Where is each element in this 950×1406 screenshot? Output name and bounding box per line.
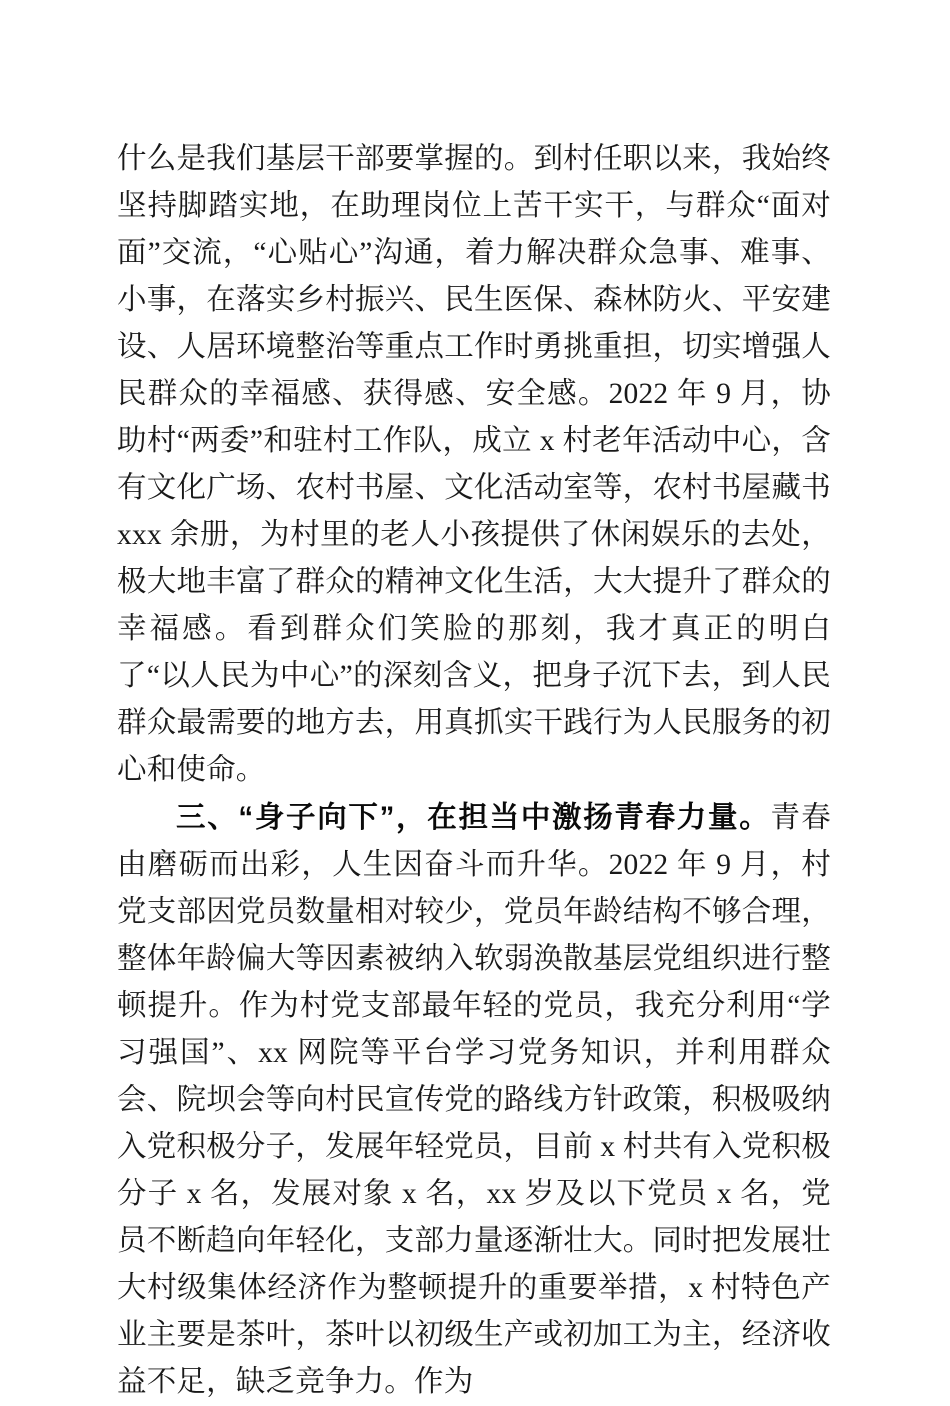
paragraph-continuation: 什么是我们基层干部要掌握的。到村任职以来，我始终坚持脚踏实地，在助理岗位上苦干实干，与群众“面对面”交流，“心贴心”沟通，着力解决群众急事、难事、小事，在落实乡村振兴、民生医保、森林防火、平安建设、人居环境整治等重点工作时勇挑重担，切实增强人民群众的幸福感、获得感、安全感。2022 年 9 月，协助村“两委”和驻村工作队，成立 x 村老年活动中心，含有文化广场、农村书屋、文化活动室等，农村书屋藏书 xxx 余册，为村里的老人小孩提供了休闲娱乐的去处，极大地丰富了群众的精神文化生活，大大提升了群众的幸福感。看到群众们笑脸的那刻，我才真正的明白了“以人民为中心”的深刻含义，把身子沉下去，到人民群众最需要的地方去，用真抓实干践行为人民服务的初心和使命。 [117,143,831,786]
paragraph-section-three [117,794,831,1406]
paragraph-section-three-body: 青春由磨砺而出彩，人生因奋斗而升华。2022 年 9 月，村党支部因党员数量相对较少，党员年龄结构不够合理，整体年龄偏大等因素被纳入软弱涣散基层党组织进行整顿提升。作为村党支部最年轻的党员，我充分利用“学习强国”、xx 网院等平台学习党务知识，并利用群众会、院坝会等向村民宣传党的路线方针政策，积极吸纳入党积极分子，发展年轻党员，目前 x 村共有入党积极分子 x 名，发展对象 x 名，xx 岁及以下党员 x 名，党员不断趋向年轻化，支部力量逐渐壮大。同时把发展壮大村级集体经济作为整顿提升的重要举措，x 村特色产业主要是茶叶，茶叶以初级生产或初加工为主，经济收益不足，缺乏竞争力。作为 [117,802,831,1398]
document-text-column [117,136,831,1406]
section-heading-three: 三、“身子向下”，在担当中激扬青春力量。 [176,801,771,834]
